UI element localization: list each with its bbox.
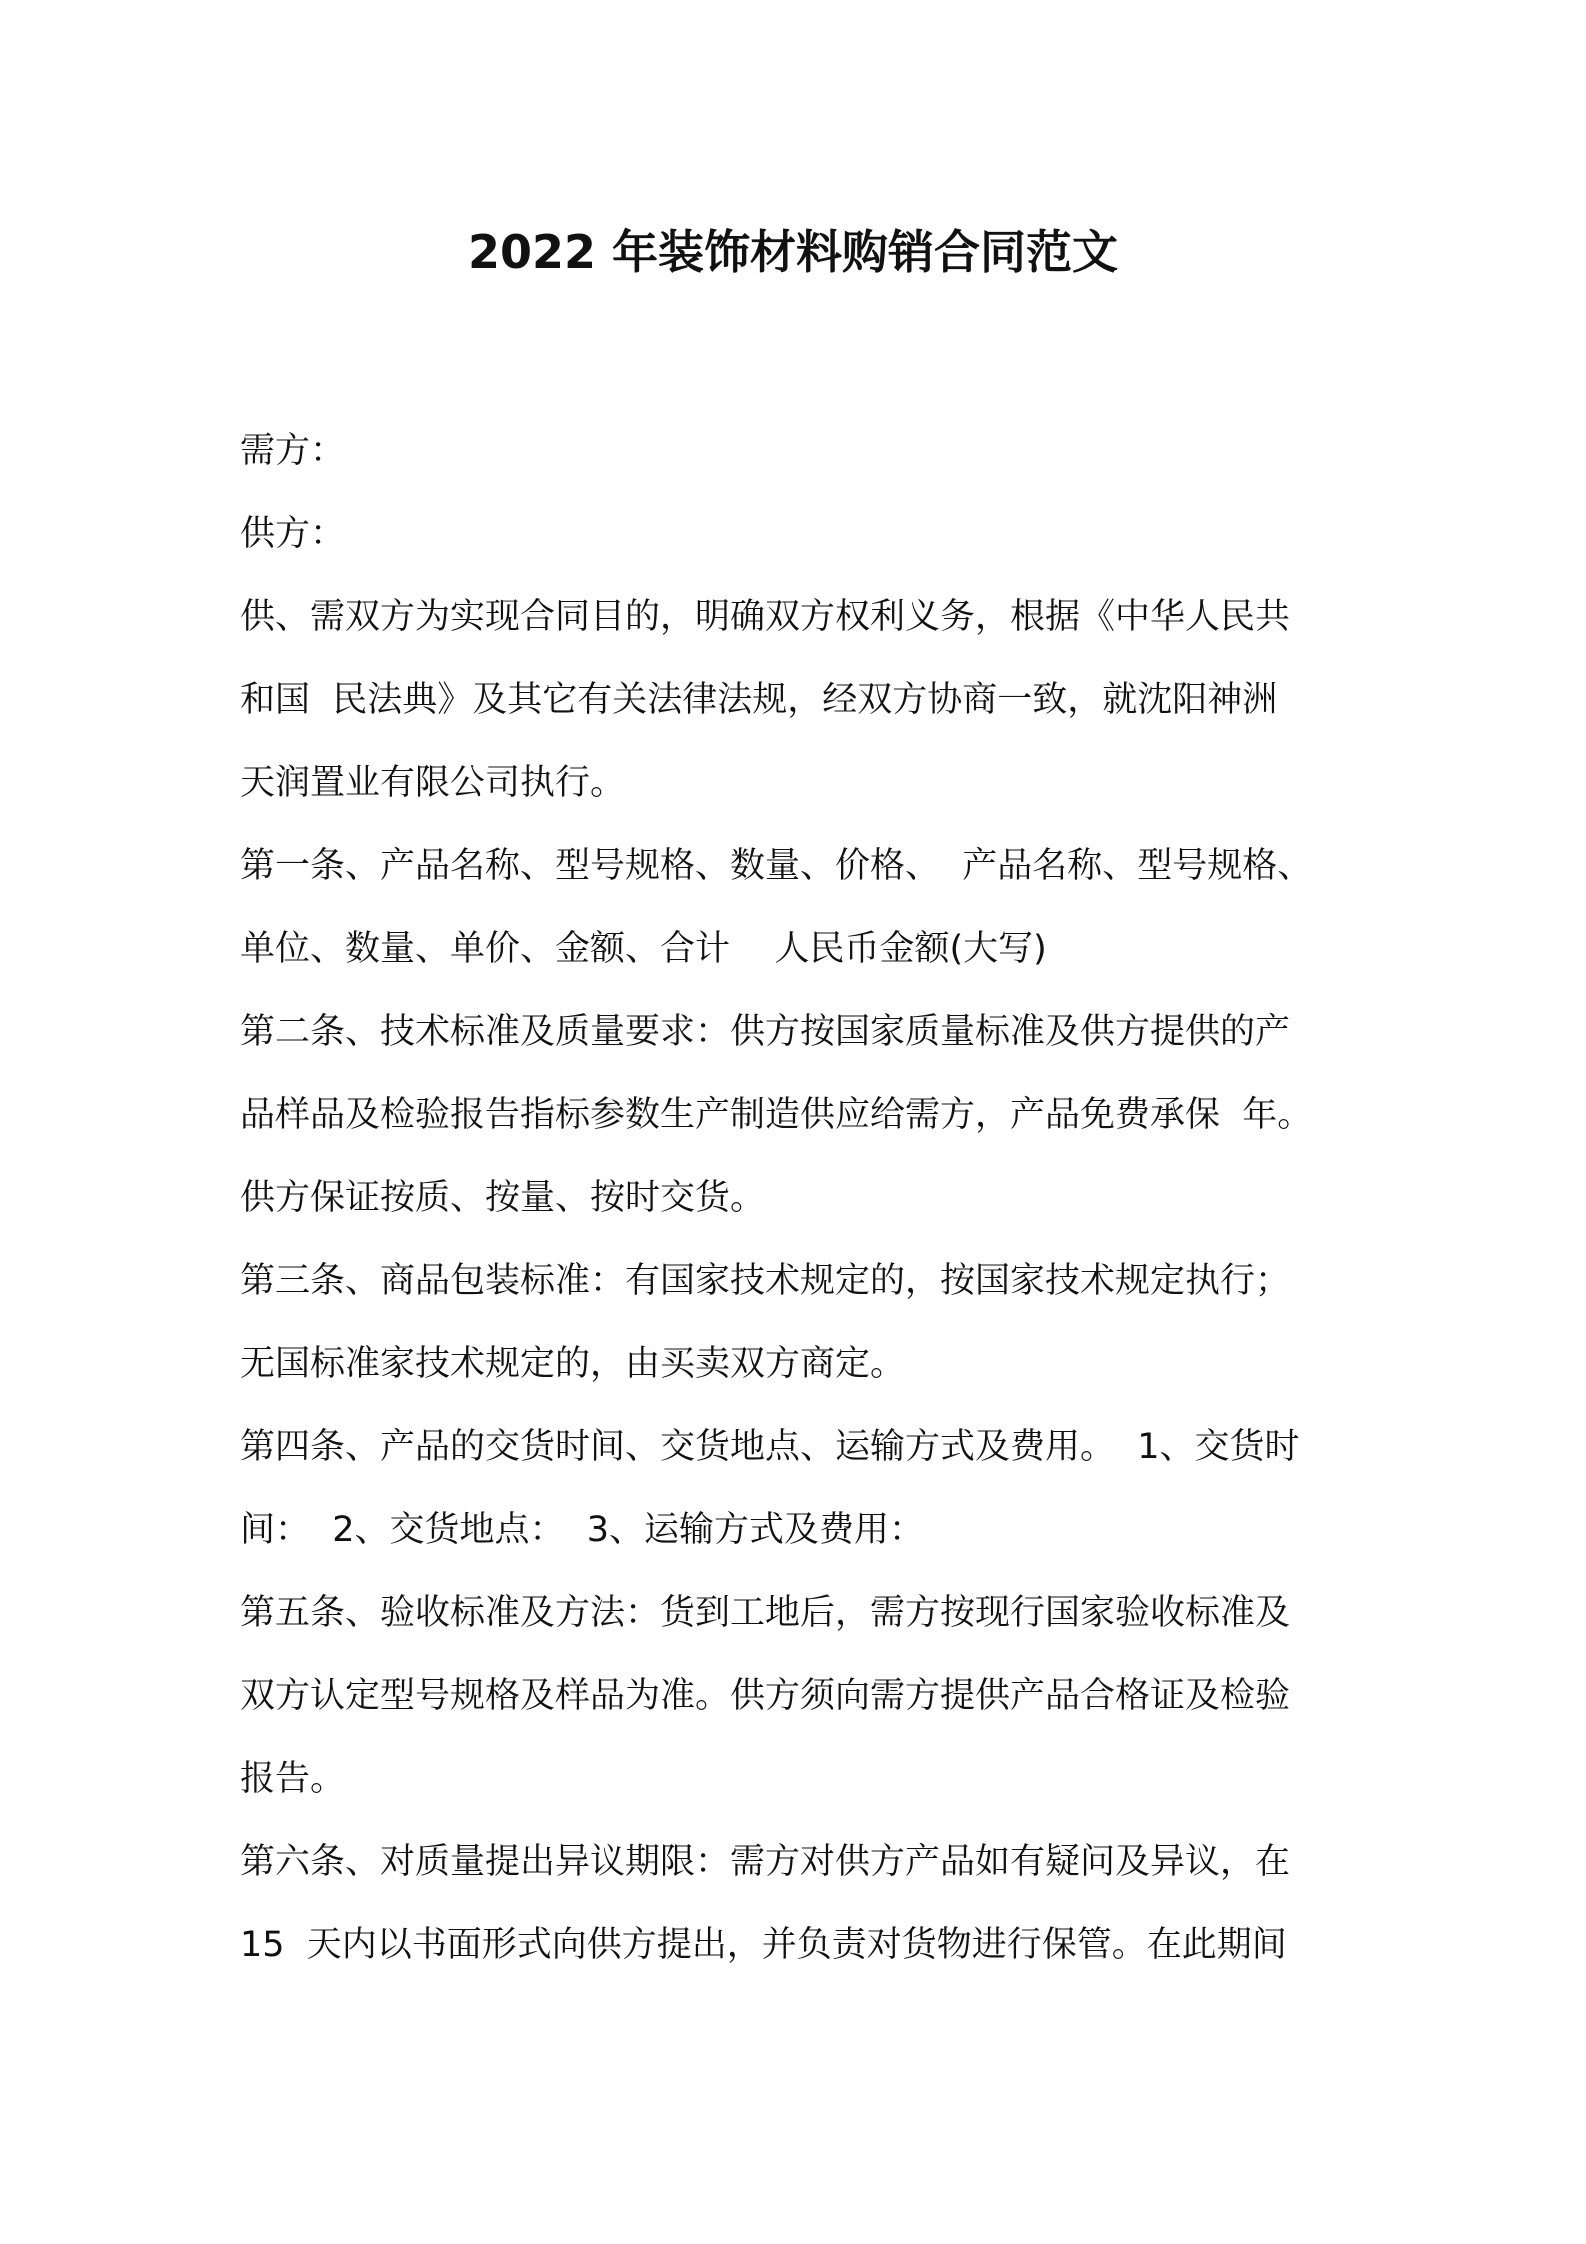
body-line-buyer: 需方： — [240, 431, 346, 471]
article-1-line: 第一条、产品名称、型号规格、数量、价格、 产品名称、型号规格、 — [240, 846, 1313, 886]
article-6-line: 15 天内以书面形式向供方提出，并负责对货物进行保管。在此期间 — [240, 1925, 1287, 1965]
article-5-line: 双方认定型号规格及样品为准。供方须向需方提供产品合格证及检验 — [240, 1676, 1291, 1716]
article-3-line: 第三条、商品包装标准：有国家技术规定的，按国家技术规定执行； — [240, 1261, 1291, 1301]
body-line-supplier: 供方： — [240, 514, 346, 554]
article-4-line: 第四条、产品的交货时间、交货地点、运输方式及费用。 1、交货时 — [240, 1427, 1300, 1467]
article-2-line: 第二条、技术标准及质量要求：供方按国家质量标准及供方提供的产 — [240, 1012, 1291, 1052]
article-5-line: 第五条、验收标准及方法：货到工地后，需方按现行国家验收标准及 — [240, 1593, 1291, 1633]
document-body — [240, 410, 1370, 1987]
article-1-line: 单位、数量、单价、金额、合计 人民币金额(大写) — [240, 929, 1047, 969]
body-line: 天润置业有限公司执行。 — [240, 763, 626, 803]
body-line: 供、需双方为实现合同目的，明确双方权利义务，根据《中华人民共 — [240, 597, 1291, 637]
article-6-line: 第六条、对质量提出异议期限：需方对供方产品如有疑问及异议，在 — [240, 1842, 1291, 1882]
article-2-line: 供方保证按质、按量、按时交货。 — [240, 1178, 766, 1218]
document-title: 2022 年装饰材料购销合同范文 — [467, 225, 1119, 279]
article-4-line: 间： 2、交货地点： 3、运输方式及费用： — [240, 1510, 925, 1550]
article-5-line: 报告。 — [240, 1759, 346, 1799]
article-2-line: 品样品及检验报告指标参数生产制造供应给需方，产品免费承保 年。 — [240, 1095, 1313, 1135]
body-line: 和国 民法典》及其它有关法律法规，经双方协商一致，就沈阳神洲 — [240, 680, 1278, 720]
article-3-line: 无国标准家技术规定的，由买卖双方商定。 — [240, 1344, 906, 1384]
